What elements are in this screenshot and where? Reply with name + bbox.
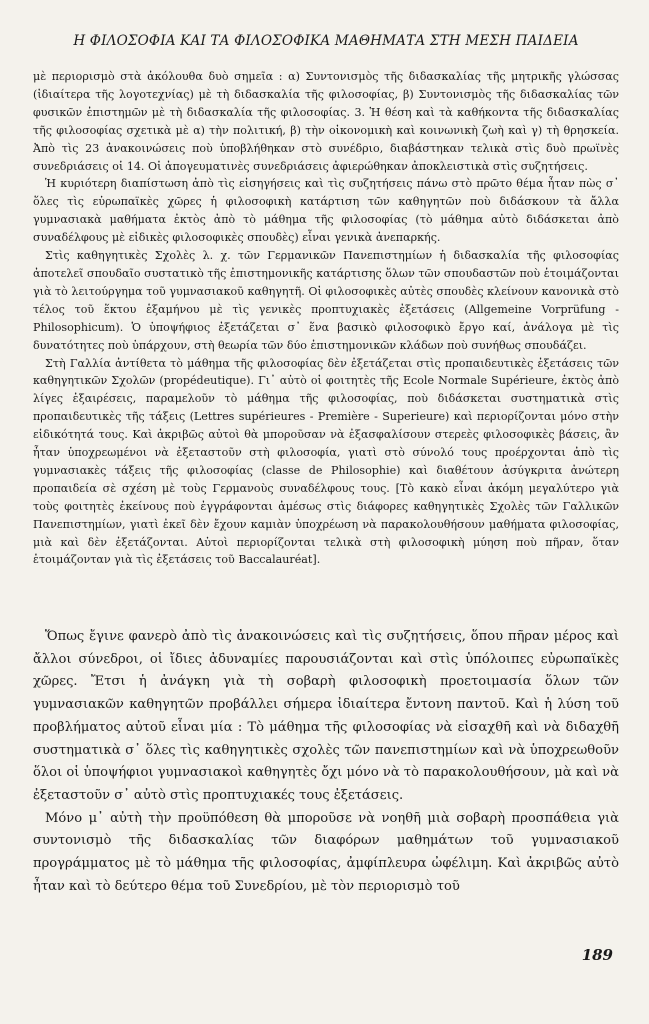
main-text-section	[33, 626, 619, 898]
running-header: Η ΦΙΛΟΣΟΦΙΑ ΚΑΙ ΤΑ ΦΙΛΟΣΟΦΙΚΑ ΜΑΘΗΜΑΤΑ ΣΤΗ ΜΕΣΗ ΠΑΙΔΕΙΑ	[73, 33, 579, 49]
small-print-section	[33, 68, 619, 569]
page-number: 189	[581, 946, 613, 964]
paragraph: Στὴ Γαλλία ἀντίθετα τὸ μάθημα τῆς φιλοσοφίας δὲν ἐξετάζεται στὶς προπαιδευτικὲς ἐξετάσεις τῶν καθηγητικῶν Σχολῶν (propédeutique). Γι᾽ αὐτὸ οἱ φοιτητὲς τῆς Ecole Normale Supérieure, ἐκτὸς ἀπὸ λίγες ἐξαιρέσεις, παραμελοῦν τὸ μάθημα τῆς φιλοσοφίας, ποὺ διδάσκεται συστηματικὰ στὶς προπαιδευτικὲς τῆς τάξεις (Lettres supérieures - Première - Superieure) καὶ περιορίζονται μόνο στὴν εἰδικότητά τους. Καὶ ἀκριβῶς αὐτοὶ θὰ μποροῦσαν νὰ ἐξασφαλίσουν στερεὲς φιλοσοφικὲς βάσεις, ἂν ἦταν ὑποχρεωμένοι νὰ ἐξεταστοῦν στὴ φιλοσοφία, γιατὶ στὸ σύνολό τους προέρχονται ἀπὸ τὶς γυμνασιακὲς τάξεις τῆς φιλοσοφίας (classe de Philosophie) καὶ διαθέτουν ἀσύγκριτα ἀνώτερη προπαιδεία σὲ σχέση μὲ τοὺς Γερμανοὺς συναδέλφους τους. [Τὸ κακὸ εἶναι ἀκόμη μεγαλύτερο γιὰ τοὺς φοιτητὲς ἐκείνους ποὺ ἐγγράφονται ἀμέσως στὶς διάφορες καθηγητικὲς Σχολὲς τῶν Γαλλικῶν Πανεπιστημίων, γιατὶ ἐκεῖ δὲν ἔχουν καμιὰν ὑποχρέωση νὰ παρακολουθήσουν μαθήματα φιλοσοφίας, μιὰ καὶ δὲν ἐξετάζονται. Αὐτοὶ περιορίζονται τελικὰ στὴ φιλοσοφικὴ μύηση ποὺ πῆραν, ὅταν ἑτοιμάζονταν γιὰ τὶς ἐξετάσεις τοῦ Baccalauréat].	[33, 356, 619, 567]
paragraph: Ἡ κυριότερη διαπίστωση ἀπὸ τὶς εἰσηγήσεις καὶ τὶς συζητήσεις πάνω στὸ πρῶτο θέμα ἦταν πὼς σ᾽ ὅλες τὶς εὐρωπαϊκὲς χῶρες ἡ φιλοσοφικὴ κατάρτιση τῶν καθηγητῶν ποὺ διδάσκουν τὰ ἄλλα γυμνασιακὰ μαθήματα ἐκτὸς ἀπὸ τὸ μάθημα τῆς φιλοσοφίας (τὸ μάθημα αὐτὸ διδάσκεται ἀπὸ συναδέλφους μὲ εἰδικὲς φιλοσοφικὲς σπουδὲς) εἶναι γενικὰ ἀνεπαρκής.	[33, 177, 619, 245]
paragraph: Μόνο μ᾽ αὐτὴ τὴν προϋπόθεση θὰ μποροῦσε νὰ νοηθῆ μιὰ σοβαρὴ προσπάθεια γιὰ συντονισμὸ τῆς διδασκαλίας τῶν διαφόρων μαθημάτων τοῦ γυμνασιακοῦ προγράμματος μὲ τὸ μάθημα τῆς φιλοσοφίας, ἀμφίπλευρα ὠφέλιμη. Καὶ ἀκριβῶς αὐτὸ ἦταν καὶ τὸ δεύτερο θέμα τοῦ Συνεδρίου, μὲ τὸν περιορισμὸ τοῦ	[33, 810, 619, 894]
paragraph: Στὶς καθηγητικὲς Σχολὲς λ. χ. τῶν Γερμανικῶν Πανεπιστημίων ἡ διδασκαλία τῆς φιλοσοφίας ἀποτελεῖ σπουδαῖο συστατικὸ τῆς ἐπιστημονικῆς κατάρτισης ὅλων τῶν σπουδαστῶν ποὺ ἑτοιμάζονται γιὰ τὸ λειτούργημα τοῦ γυμνασιακοῦ καθηγητῆ. Οἱ φιλοσοφικὲς αὐτὲς σπουδὲς κλείνουν κανονικὰ στὸ τέλος τοῦ ἕκτου ἑξαμήνου μὲ τὶς γενικὲς προπτυχιακὲς ἐξετάσεις (Allgemeine Vorprüfung - Philosophicum). Ὁ ὑποψήφιος ἐξετάζεται σ᾽ ἕνα βασικὸ φιλοσοφικὸ ἔργο καί, ἀνάλογα μὲ τὶς δυνατότητες ποὺ ὑπάρχουν, στὴ θεωρία τῶν δύο ἐπιστημονικῶν κλάδων ποὺ συνήθως σπουδάζει.	[33, 249, 619, 352]
paragraph: Ὅπως ἔγινε φανερὸ ἀπὸ τὶς ἀνακοινώσεις καὶ τὶς συζητήσεις, ὅπου πῆραν μέρος καὶ ἄλλοι σύνεδροι, οἱ ἴδιες ἀδυναμίες παρουσιάζονται καὶ στὶς ὑπόλοιπες εὐρωπαϊκὲς χῶρες. Ἔτσι ἡ ἀνάγκη γιὰ τὴ σοβαρὴ φιλοσοφικὴ προετοιμασία ὅλων τῶν γυμνασιακῶν καθηγητῶν προβάλλει σήμερα ἰδιαίτερα ἔντονη παντοῦ. Καὶ ἡ λύση τοῦ προβλήματος αὐτοῦ εἶναι μία : Τὸ μάθημα τῆς φιλοσοφίας νὰ εἰσαχθῆ καὶ νὰ διδαχθῆ συστηματικὰ σ᾽ ὅλες τὶς καθηγητικὲς σχολὲς τῶν πανεπιστημίων καὶ νὰ ὑποχρεωθοῦν ὅλοι οἱ ὑποψήφιοι γυμνασιακοὶ καθηγητὲς ὄχι μόνο νὰ τὸ παρακολουθήσουν, μὰ καὶ νὰ ἐξεταστοῦν σ᾽ αὐτὸ στὶς προπτυχιακές τους ἐξετάσεις.	[33, 629, 619, 803]
paragraph: μὲ περιορισμὸ στὰ ἀκόλουθα δυὸ σημεῖα : α) Συντονισμὸς τῆς διδασκαλίας τῆς μητρικῆς γλώσσας (ἰδιαίτερα τῆς λογοτεχνίας) μὲ τὴ διδασκαλία τῆς φιλοσοφίας, β) Συντονισμὸς τῆς διδασκαλίας τῶν φυσικῶν ἐπιστημῶν μὲ τὴ διδασκαλία τῆς φιλοσοφίας. 3. Ἡ θέση καὶ τὰ καθήκοντα τῆς διδασκαλίας τῆς φιλοσοφίας σχετικὰ μὲ α) τὴν πολιτική, β) τὴν οἰκονομικὴ καὶ κοινωνικὴ ζωὴ καὶ γ) τὴ θρησκεία. Ἀπὸ τὶς 23 ἀνακοινώσεις ποὺ ὑποβλήθηκαν στὸ συνέδριο, διαβάστηκαν τελικὰ στὶς δυὸ πρωϊνὲς συνεδριάσεις οἱ 14. Οἱ ἀπογευματινὲς συνεδριάσεις ἀφιερώθηκαν ἀποκλειστικὰ στὶς συζητήσεις.	[33, 70, 619, 173]
